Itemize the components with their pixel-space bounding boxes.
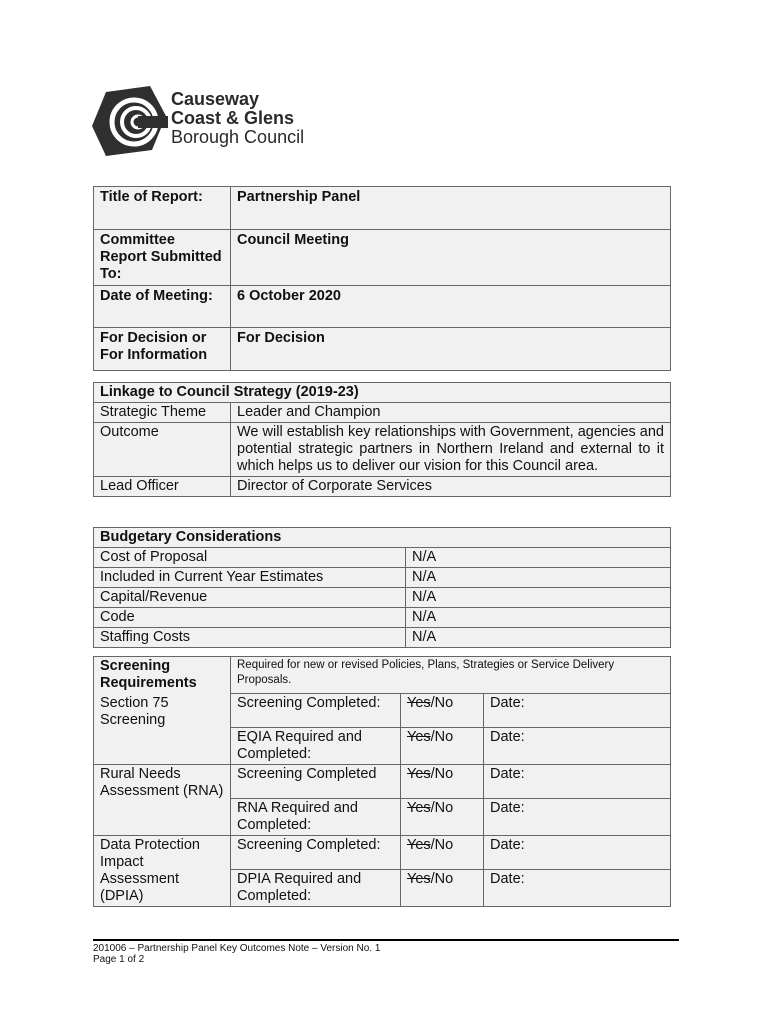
screening-question: RNA Required and Completed: (231, 799, 401, 836)
table-row (94, 694, 671, 728)
yes-struck: Yes (407, 837, 431, 853)
title-label: Title of Report: (94, 187, 231, 230)
screening-note: Required for new or revised Policies, Plans, Strategies or Service Delivery Proposals. (231, 657, 671, 694)
screening-question: Screening Completed (231, 765, 401, 799)
decision-label: For Decision or For Information (94, 328, 231, 371)
decision-value: For Decision (231, 328, 671, 371)
page-footer (93, 943, 380, 965)
budget-row-label: Code (94, 608, 406, 628)
date-label: Date of Meeting: (94, 286, 231, 328)
footer-page-number: Page 1 of 2 (93, 954, 145, 965)
rna-label: Rural Needs Assessment (RNA) (94, 765, 231, 836)
date-field: Date: (484, 870, 671, 907)
footer-doc-ref: 201006 – Partnership Panel Key Outcomes Note – Version No. 1 (93, 943, 381, 954)
officer-label: Lead Officer (94, 477, 231, 497)
outcome-value: We will establish key relationships with Government, agencies and potential strategic partners in Northern Ireland and external to it which helps us to deliver our vision for this Council area. (231, 423, 671, 477)
theme-value: Leader and Champion (231, 403, 671, 423)
date-field: Date: (484, 765, 671, 799)
screening-table (93, 656, 671, 907)
budget-heading: Budgetary Considerations (94, 528, 671, 548)
yes-struck: Yes (407, 729, 431, 745)
no-option: /No (430, 766, 454, 782)
linkage-heading: Linkage to Council Strategy (2019-23) (94, 383, 671, 403)
logo-line-3: Borough Council (171, 127, 305, 147)
yes-struck: Yes (407, 695, 431, 711)
outcome-label: Outcome (94, 423, 231, 477)
budget-row-label: Staffing Costs (94, 628, 406, 648)
yes-struck: Yes (407, 800, 431, 816)
budget-row-value: N/A (406, 568, 671, 588)
budget-row-value: N/A (406, 548, 671, 568)
budget-row-label: Capital/Revenue (94, 588, 406, 608)
screening-question: DPIA Required and Completed: (231, 870, 401, 907)
title-value: Partnership Panel (231, 187, 671, 230)
date-field: Date: (484, 728, 671, 765)
screening-question: Screening Completed: (231, 694, 401, 728)
no-option: /No (430, 729, 454, 745)
table-row (94, 588, 671, 608)
budget-table (93, 527, 671, 648)
budget-row-value: N/A (406, 608, 671, 628)
theme-label: Strategic Theme (94, 403, 231, 423)
screening-question: Screening Completed: (231, 836, 401, 870)
date-field: Date: (484, 694, 671, 728)
yes-no-answer (401, 870, 484, 907)
budget-row-value: N/A (406, 588, 671, 608)
no-option: /No (430, 871, 454, 887)
report-details-table (93, 186, 671, 371)
linkage-table (93, 382, 671, 497)
logo-line-2: Coast & Glens (171, 108, 295, 128)
yes-no-answer (401, 836, 484, 870)
yes-struck: Yes (407, 766, 431, 782)
logo-line-1: Causeway (171, 89, 260, 109)
budget-row-label: Cost of Proposal (94, 548, 406, 568)
screening-question: EQIA Required and Completed: (231, 728, 401, 765)
no-option: /No (430, 695, 454, 711)
table-row (94, 836, 671, 870)
table-row (94, 608, 671, 628)
table-row (94, 765, 671, 799)
table-row (94, 548, 671, 568)
no-option: /No (430, 837, 454, 853)
date-field: Date: (484, 799, 671, 836)
screening-heading: Screening Requirements (94, 657, 231, 694)
dpia-label: Data Protection Impact Assessment (DPIA) (94, 836, 231, 907)
committee-value: Council Meeting (231, 230, 671, 286)
table-row (94, 628, 671, 648)
budget-row-value: N/A (406, 628, 671, 648)
officer-value: Director of Corporate Services (231, 477, 671, 497)
date-field: Date: (484, 836, 671, 870)
section75-label: Section 75 Screening (94, 694, 231, 765)
date-value: 6 October 2020 (231, 286, 671, 328)
council-logo-text (171, 90, 304, 147)
yes-no-answer (401, 799, 484, 836)
yes-no-answer (401, 694, 484, 728)
yes-struck: Yes (407, 871, 431, 887)
yes-no-answer (401, 728, 484, 765)
committee-label: Committee Report Submitted To: (94, 230, 231, 286)
table-row (94, 568, 671, 588)
budget-row-label: Included in Current Year Estimates (94, 568, 406, 588)
no-option: /No (430, 800, 454, 816)
yes-no-answer (401, 765, 484, 799)
footer-divider (93, 939, 679, 941)
